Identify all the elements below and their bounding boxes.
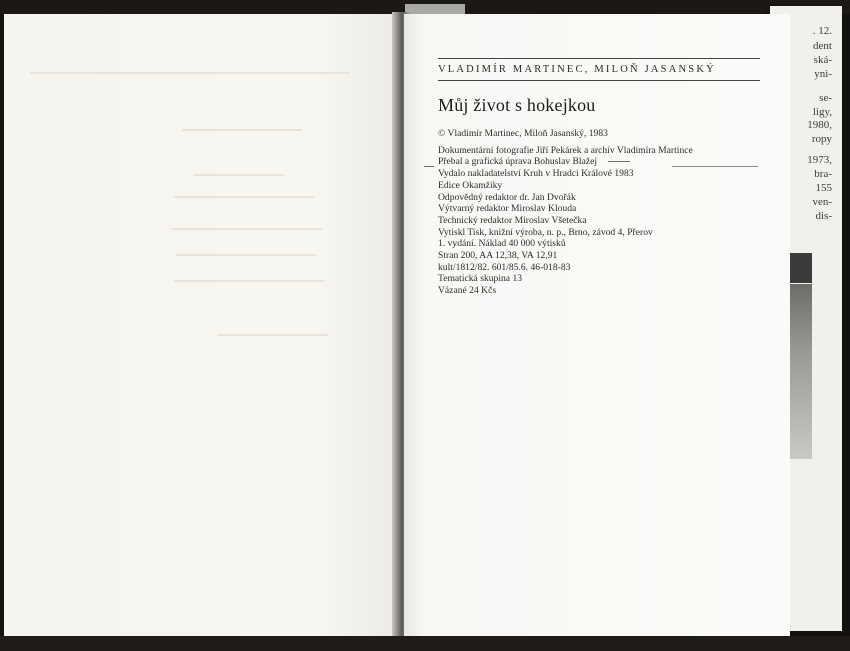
bottom-dark-edge bbox=[0, 636, 850, 651]
imprint-line: Výtvarný redaktor Miroslav Klouda bbox=[438, 203, 577, 215]
show-through-text bbox=[176, 254, 316, 256]
imprint-line: kult/1812/82. 601/85.6. 46-018-83 bbox=[438, 261, 571, 273]
left-page bbox=[4, 14, 396, 636]
bg-fragment: bra- bbox=[814, 168, 832, 180]
imprint-line: Vázané 24 Kčs bbox=[438, 285, 497, 297]
show-through-rule bbox=[30, 72, 350, 74]
book-title: Můj život s hokejkou bbox=[438, 95, 596, 115]
bg-fragment: 1980, bbox=[807, 119, 832, 131]
bg-fragment: 155 bbox=[815, 182, 832, 194]
bg-fragment: 1973, bbox=[807, 154, 832, 166]
imprint-block bbox=[438, 128, 763, 297]
imprint-line: Edice Okamžiky bbox=[438, 179, 503, 191]
bg-fragment: . 12. bbox=[812, 25, 832, 37]
imprint-line: Přebal a grafická úprava Bohuslav Blažej bbox=[438, 156, 598, 168]
imprint-content bbox=[438, 58, 763, 297]
imprint-line: Tematická skupina 13 bbox=[438, 273, 523, 285]
copyright-line: © Vladimír Martinec, Miloň Jasanský, 1983 bbox=[438, 128, 608, 139]
bg-fragment: ligy, bbox=[812, 106, 832, 118]
bg-fragment: ská- bbox=[813, 54, 832, 66]
bg-fragment: dis- bbox=[815, 210, 832, 222]
bg-fragment: se- bbox=[819, 92, 832, 104]
imprint-line: Vydalo nakladatelství Kruh v Hradci Králové 1983 bbox=[438, 168, 634, 180]
header-rule-top bbox=[438, 58, 760, 59]
bg-fragment: ropy bbox=[811, 133, 832, 145]
show-through-text bbox=[218, 334, 328, 336]
print-mark bbox=[672, 166, 758, 167]
photo-edge bbox=[788, 284, 812, 459]
photo-edge bbox=[788, 253, 812, 283]
show-through-text bbox=[174, 196, 314, 198]
print-mark bbox=[424, 166, 434, 167]
authors-header: VLADIMÍR MARTINEC, MILOŇ JASANSKÝ bbox=[438, 64, 716, 75]
imprint-line: Vytiskl Tisk, knižní výroba, n. p., Brno, závod 4, Přerov bbox=[438, 226, 653, 238]
show-through-text bbox=[174, 280, 324, 282]
imprint-line: Stran 200, AA 12,38, VA 12,91 bbox=[438, 250, 558, 262]
imprint-line: 1. vydání. Náklad 40 000 výtisků bbox=[438, 238, 566, 250]
imprint-line: Dokumentární fotografie Jiří Pekárek a archív Vladimíra Martince bbox=[438, 144, 693, 156]
show-through-text bbox=[182, 129, 302, 131]
bg-fragment: yni- bbox=[814, 68, 832, 80]
imprint-line: Technický redaktor Miroslav Všetečka bbox=[438, 214, 587, 226]
header-rule-bottom bbox=[438, 80, 760, 81]
show-through-text bbox=[194, 174, 284, 176]
print-mark bbox=[608, 161, 630, 162]
bg-fragment: dent bbox=[813, 40, 832, 52]
bg-fragment: ven- bbox=[812, 196, 832, 208]
show-through-text bbox=[172, 228, 322, 230]
imprint-line: Odpovědný redaktor dr. Jan Dvořák bbox=[438, 191, 576, 203]
